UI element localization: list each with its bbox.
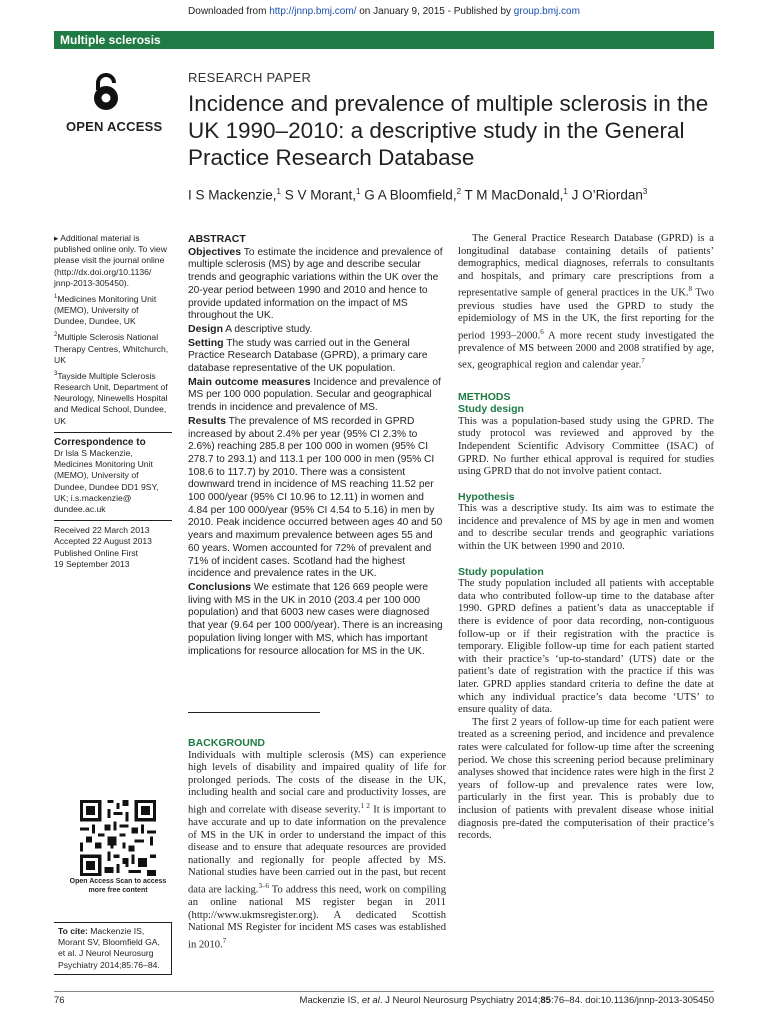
author-affiliation: 1 [276,187,281,196]
divider [54,520,172,521]
background-section [188,737,446,952]
abstract-outcome [188,376,446,415]
setting-label: Setting [188,336,224,349]
published-date: 19 September 2013 [54,558,130,569]
spacer [458,479,714,491]
author-affiliation: 1 [356,187,361,196]
affiliation-3 [54,369,172,427]
spacer [458,554,714,566]
abstract-results [188,415,446,581]
reference-marker[interactable]: 7 [641,357,645,366]
intro-text: The General Practice Research Database (GPRD) is a longitudinal database containing details of patients’ demographics, medical diagnoses, referrals to consultants and hospitals, and primary care prescriptions from a representative sample of general practices in the UK. [458,233,714,299]
background-heading: BACKGROUND [188,737,265,749]
study-design-text: This was a population-based study using the GPRD. The study protocol was reviewed and approved by the Independent Scientific Advisory Committee (ISAC) of GPRD. No further ethical approval is required for studies using GPRD that do not involve patient contact. [458,415,714,478]
abstract-conclusions [188,581,446,658]
abstract-heading: ABSTRACT [188,233,246,245]
citation-box [54,922,172,975]
hypothesis-text: This was a descriptive study. Its aim was to estimate the incidence and prevalence of MS by age in men and women and to describe secular trends and geographic variations within the UK between 1990 and 2010. [458,503,714,553]
open-access-label: OPEN ACCESS [66,119,163,134]
affiliation-text: Multiple Sclerosis National Therapy Centres, Whitchurch, UK [54,332,169,365]
abstract-rule [188,712,320,713]
abstract-setting [188,337,446,376]
footer-cite-etal: et al [361,995,380,1006]
sidebar [54,233,172,570]
download-middle: on January 9, 2015 - Published by [356,6,514,17]
footer-cite-text: . J Neurol Neurosurg Psychiatry 2014; [379,995,541,1006]
outcome-label: Main outcome measures [188,375,311,388]
affiliation-text: Medicines Monitoring Unit (MEMO), University of Dundee, Dundee, UK [54,293,157,327]
background-paragraph [188,750,446,953]
reference-marker[interactable]: 7 [222,936,227,945]
author: G A Bloomfield, [364,187,457,203]
spacer [458,373,714,391]
study-design-heading: Study design [458,403,524,416]
article-type: RESEARCH PAPER [188,70,312,85]
correspondence-text: Dr Isla S Mackenzie, Medicines Monitoring Unit (MEMO), University of Dundee, Dundee DD1 9SY, UK; i.s.mackenzie@ dundee.ac.uk [54,448,159,515]
page-number: 76 [54,995,65,1006]
objectives-text: To estimate the incidence and prevalence of multiple sclerosis (MS) by age and describe secular trends and geographic variations within the UK over the 20-year period between 1990 and 2010 and hence to provide updated information on the impact of MS throughout the UK. [188,246,443,322]
citation-text: Mackenzie IS, Morant SV, Bloomfield GA, et al. J Neurol Neurosurg Psychiatry 2014;85:76–84. [58,926,160,970]
intro-paragraph [458,233,714,373]
conclusions-text: We estimate that 126 669 people were living with MS in the UK in 2010 (203.4 per 100 000 population) and that 6003 new cases were diagnosed that year (9.64 per 100 000/year). There is an increasing population living longer with MS, which has important implications for resource allocation for MS in the UK. [188,581,443,657]
intro-text: A more recent study investigated the prevalence of MS between 2000 and 2008 stratified by age, sex, geographical region and calendar year. [458,330,714,371]
author-list [188,187,718,203]
affiliation-1 [54,292,172,327]
intro-text: Two previous studies have used the GPRD to study the epidemiology of MS in the UK, the first reporting for the period 1993–2000. [458,287,714,342]
results-text: The prevalence of MS recorded in GPRD increased by about 2.4% per year (95% CI 2.3% to 2.6%) reaching 285.8 per 100 000 in women (95% CI 278.7 to 293.1) and 113.1 per 100 000 in men (95% CI 108.6 to 117.7) by 2010. There was a consistent downward trend in incidence of MS reaching 11.52 per 100 000/year (95% CI 10.96 to 12.11) in women and 4.84 per 100 000/year (95% CI 4.54 to 5.16) in men by 2010. Peak incidence occurred between ages 40 and 50 years and maximum prevalence between ages 55 and 60 years. Women accounted for 72% of prevalent and 71% of incident cases. Scotland had the highest incidence and prevalence rates in the UK. [188,415,443,580]
open-access-lock-icon [88,72,124,112]
accepted-date: Accepted 22 August 2013 [54,536,152,547]
reference-marker[interactable]: 8 [688,285,693,294]
qr-code-icon[interactable] [80,800,156,876]
footer-cite-text: :76–84. doi:10.1136/jnnp-2013-305450 [550,995,714,1006]
study-population-text: The first 2 years of follow-up time for each patient were treated as a screening period, and incidence and prevalence rates were calculated for follow-up time after the screening period. We chose this screening period because preliminary analyses showed that incidence rates were high in the first 2 years of follow-up and prevalence rates were low, particularly in the first year. This is probably due to inclusion of patients with prevalent disease whose initial diagnosis pre-dated the computerisation of their practice’s records. [458,716,714,842]
footer-citation [300,995,714,1006]
methods-heading: METHODS [458,390,511,403]
results-label: Results [188,414,226,427]
publisher-link[interactable]: group.bmj.com [513,6,580,17]
affiliation-number: 1 [54,294,58,301]
background-text: It is important to have accurate and up to date information on the prevalence of MS in the UK in order to understand the impact of this disease and to ensure that adequate resources are provided nationally and regionally for people affected by MS. National studies have been carried out in the past, but recent data are lacking. [188,804,447,896]
abstract-design [188,323,446,337]
affiliation-number: 2 [54,332,58,339]
objectives-label: Objectives [188,245,242,258]
author: T M MacDonald, [464,187,564,203]
author: I S Mackenzie, [188,187,277,203]
section-bar: Multiple sclerosis [54,31,714,49]
divider [54,432,172,433]
abstract-objectives [188,246,446,323]
footer-rule [54,991,714,992]
reference-marker[interactable]: 1 2 [360,801,370,810]
received-date: Received 22 March 2013 [54,525,150,536]
right-column [458,233,714,843]
additional-material-note: ▸ Additional material is published online only. To view please visit the journal online (http://dx.doi.org/10.1136/ jnnp-2013-305450). [54,233,167,288]
footer-cite-volume: 85 [540,995,551,1006]
published-label: Published Online First [54,547,139,558]
affiliation-text: Tayside Multiple Sclerosis Research Unit, Department of Neurology, Ninewells Hospital and Medical School, Dundee, UK [54,370,168,426]
reference-marker[interactable]: 6 [540,327,544,336]
download-banner [0,6,768,17]
journal-link[interactable]: http://jnnp.bmj.com/ [269,6,357,17]
citation-label: To cite: [58,926,88,936]
qr-caption: Open Access Scan to access more free content [69,878,167,894]
design-text: A descriptive study. [223,323,313,335]
affiliation-number: 3 [54,370,58,377]
study-population-heading: Study population [458,565,544,578]
correspondence-heading: Correspondence to [54,436,146,448]
background-text: Individuals with multiple sclerosis (MS) can experience high levels of disability and impaired quality of life for prolonged periods. The costs of the disease in the UK, including health and social care and productivity losses, are high and correlate with disease severity. [188,749,446,816]
affiliation-2 [54,330,172,365]
background-text: To address this need, work on compiling an online national MS register began in 2011 (http://www.ukmsregister.org). A dedicated Scottish National MS Register for incident MS cases was established in 2010. [188,884,446,951]
author: S V Morant, [284,187,357,203]
study-population-text: The study population included all patients with acceptable data who contributed follow-up time to the database after 1990. GPRD defines a patient’s data as unacceptable if there is evidence of poor data recording, non-contiguous follow-up or if their registration with the practice is temporary. Eligible follow-up time for each patient started with their practice’s ‘up-to-standard’ (UTS) date or the patient’s date of registration with the practice if this was later. GPRD applies standard criteria to define the date at which any individual practice’s data become ‘UTS’ to ensure quality of data. [458,578,714,716]
author-affiliation: 3 [642,187,648,196]
author: J O’Riordan [571,187,643,203]
hypothesis-heading: Hypothesis [458,490,515,503]
outcome-text: Incidence and prevalence of MS per 100 000 population. Secular and geographical trends in incidence and prevalence of MS. [188,376,441,414]
download-prefix: Downloaded from [188,6,270,17]
author-affiliation: 1 [563,187,568,196]
author-affiliation: 2 [456,187,462,196]
reference-marker[interactable]: 3–6 [258,882,269,891]
abstract [188,233,446,658]
setting-text: The study was carried out in the General Practice Research Database (GPRD), a primary care database representative of the UK population. [188,337,428,375]
footer-cite-text: Mackenzie IS, [299,995,362,1006]
design-label: Design [188,322,224,335]
article-title: Incidence and prevalence of multiple sclerosis in the UK 1990–2010: a descriptive study in the General Practice Research Database [188,91,709,170]
conclusions-label: Conclusions [188,580,252,593]
